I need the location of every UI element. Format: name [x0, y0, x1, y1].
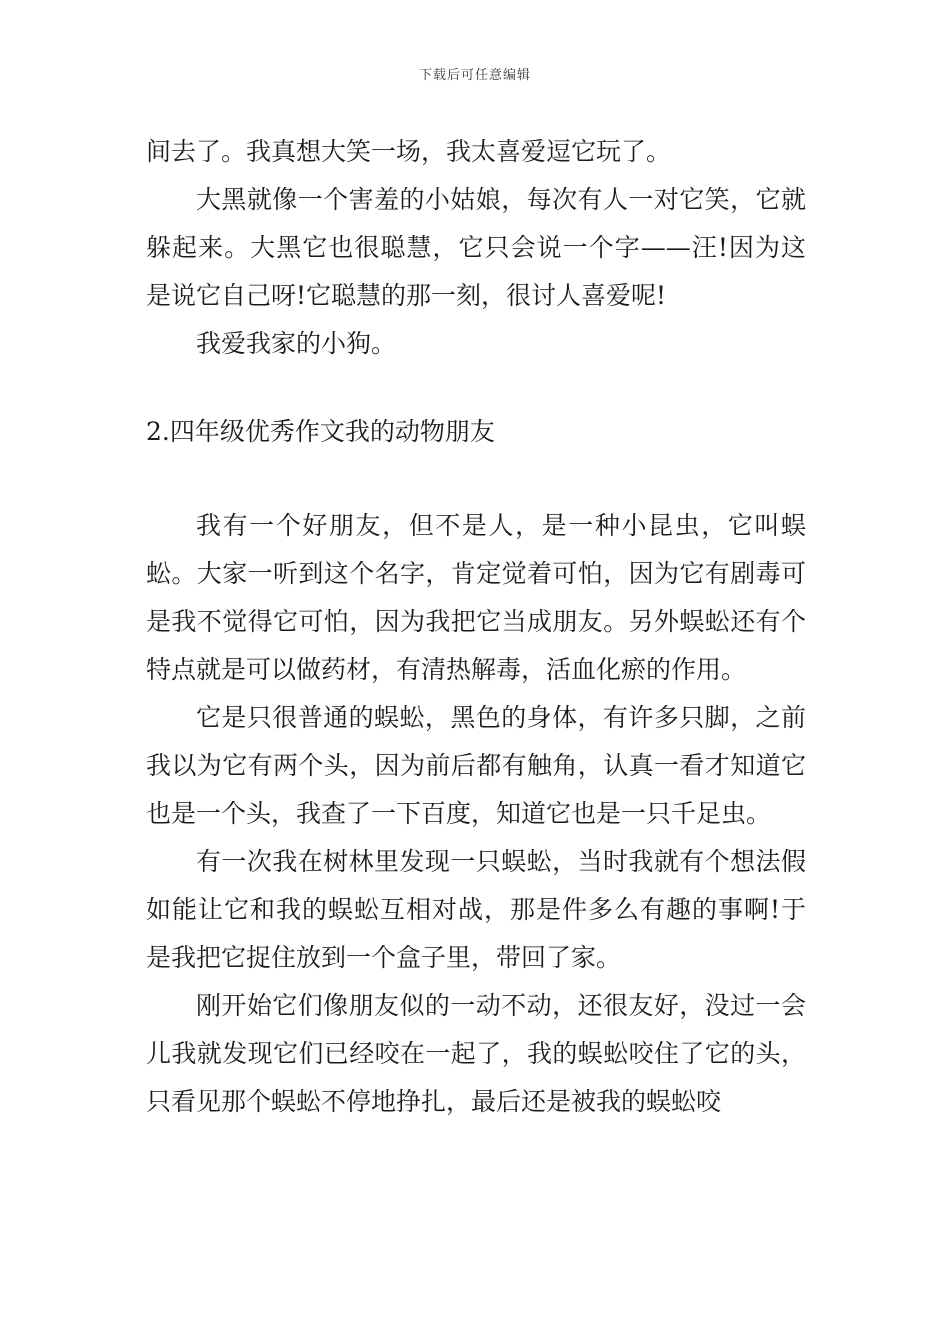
paragraph: 它是只很普通的蜈蚣，黑色的身体，有许多只脚，之前我以为它有两个头，因为前后都有触角，认真一看才知道它也是一个头，我查了一下百度，知道它也是一只千足虫。 [146, 703, 806, 828]
paragraph: 有一次我在树林里发现一只蜈蚣，当时我就有个想法假如能让它和我的蜈蚣互相对战，那是件多么有趣的事啊!于是我把它捉住放到一个盒子里，带回了家。 [146, 847, 806, 972]
paragraph: 我爱我家的小狗。 [196, 329, 397, 358]
section-heading: 2.四年级优秀作文我的动物朋友 [146, 417, 495, 446]
paragraph: 我有一个好朋友，但不是人，是一种小昆虫，它叫蜈蚣。大家一听到这个名字，肯定觉着可怕，因为它有剧毒可是我不觉得它可怕，因为我把它当成朋友。另外蜈蚣还有个特点就是可以做药材，有清热解毒，活血化瘀的作用。 [146, 511, 806, 684]
paragraph: 刚开始它们像朋友似的一动不动，还很友好，没过一会儿我就发现它们已经咬在一起了，我的蜈蚣咬住了它的头，只看见那个蜈蚣不停地挣扎，最后还是被我的蜈蚣咬 [146, 991, 806, 1116]
document-body [146, 128, 806, 1126]
page-header: 下载后可任意编辑 [418, 68, 531, 83]
paragraph: 间去了。我真想大笑一场，我太喜爱逗它玩了。 [146, 137, 672, 166]
paragraph: 大黑就像一个害羞的小姑娘，每次有人一对它笑，它就躲起来。大黑它也很聪慧，它只会说一个字——汪!因为这是说它自己呀!它聪慧的那一刻，很讨人喜爱呢! [146, 185, 806, 310]
